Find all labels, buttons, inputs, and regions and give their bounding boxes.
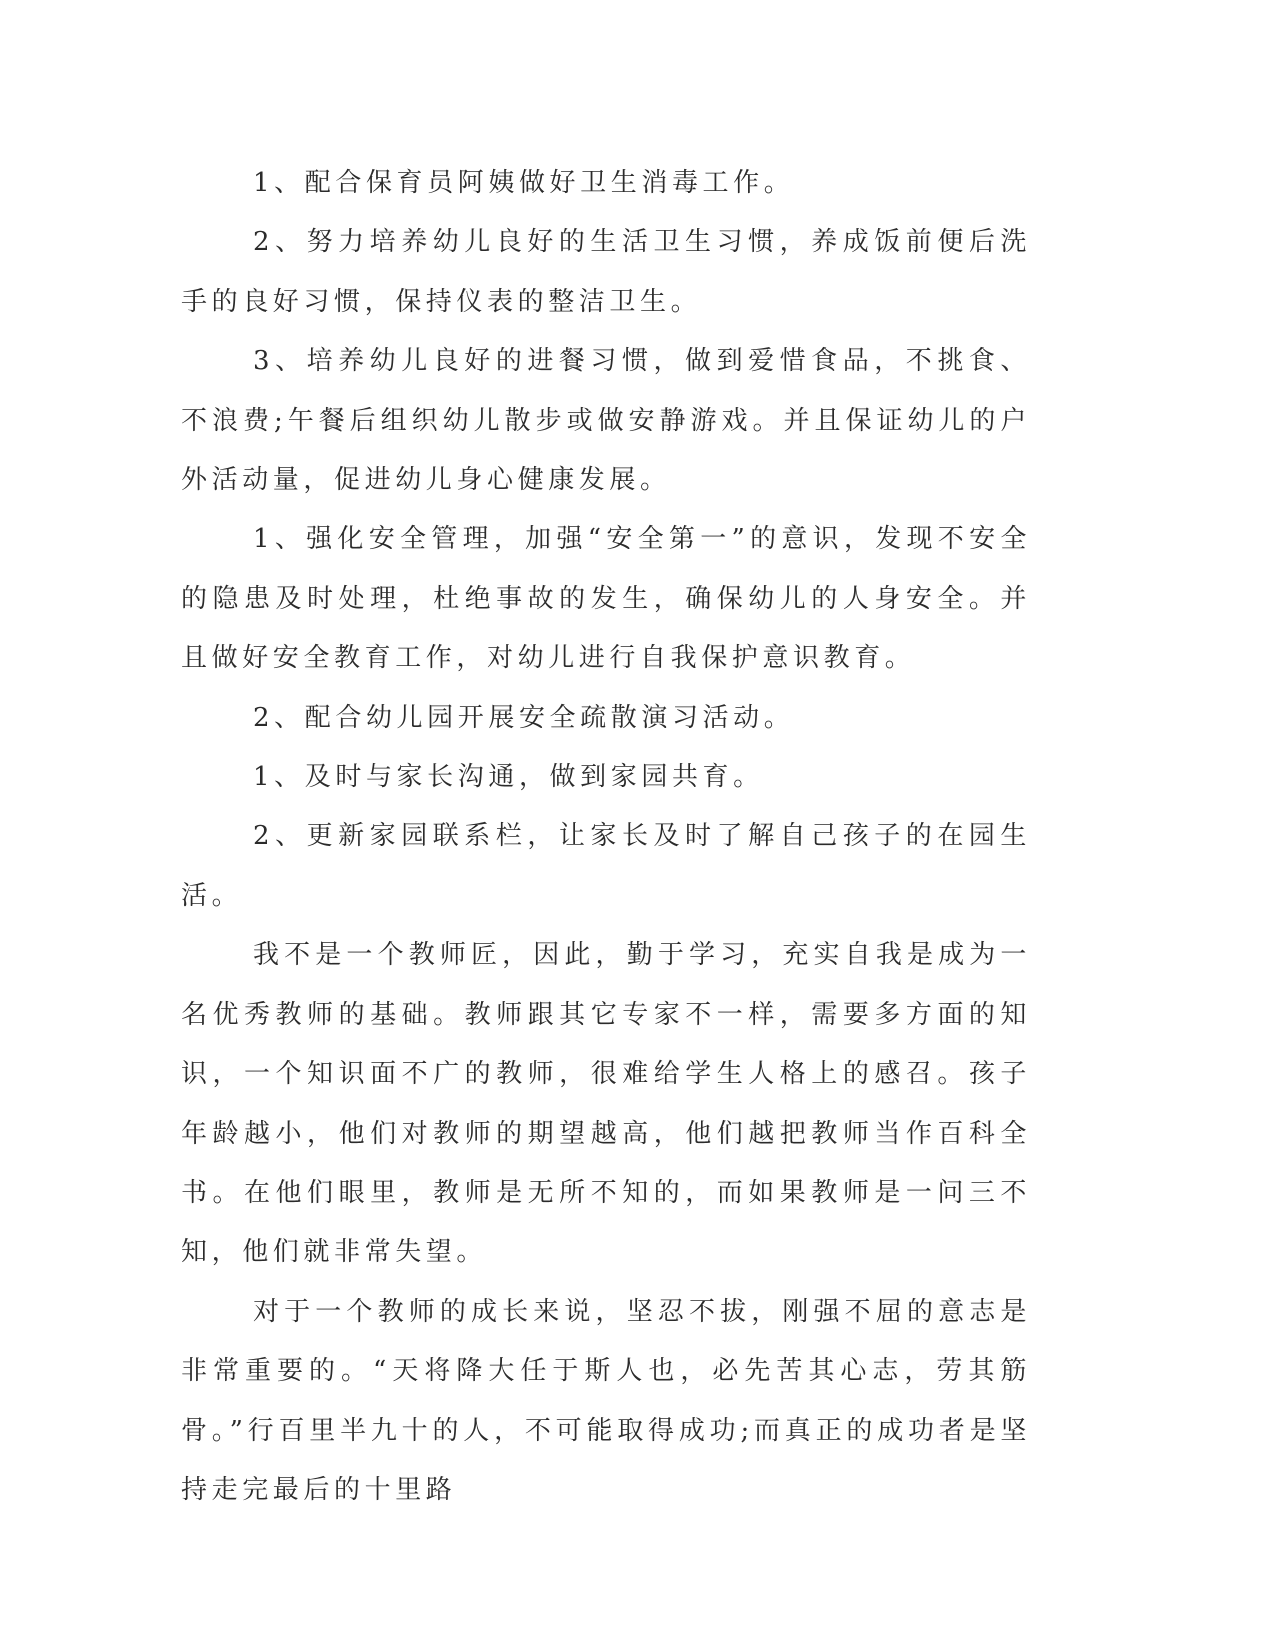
paragraph-hygiene-3: 3、培养幼儿良好的进餐习惯，做到爱惜食品，不挑食、不浪费;午餐后组织幼儿散步或做安静游戏。并且保证幼儿的户外活动量，促进幼儿身心健康发展。 xyxy=(181,346,1031,496)
paragraph-safety-2: 2、配合幼儿园开展安全疏散演习活动。 xyxy=(253,702,795,733)
document-body xyxy=(181,154,1031,1520)
paragraph-hygiene-1: 1、配合保育员阿姨做好卫生消毒工作。 xyxy=(253,168,795,198)
paragraph-parents-1: 1、及时与家长沟通，做到家园共育。 xyxy=(253,762,764,793)
paragraph-learning: 我不是一个教师匠，因此，勤于学习，充实自我是成为一名优秀教师的基础。教师跟其它专家不一样，需要多方面的知识，一个知识面不广的教师，很难给学生人格上的感召。孩子年龄越小，他们对教师的期望越高，他们越把教师当作百科全书。在他们眼里，教师是无所不知的，而如果教师是一问三不知，他们就非常失望。 xyxy=(181,940,1031,1268)
paragraph-parents-2: 2、更新家园联系栏，让家长及时了解自己孩子的在园生活。 xyxy=(181,821,1031,911)
paragraph-perseverance: 对于一个教师的成长来说，坚忍不拔，刚强不屈的意志是非常重要的。“天将降大任于斯人也，必先苦其心志，劳其筋骨。”行百里半九十的人，不可能取得成功;而真正的成功者是坚持走完最后的十里路 xyxy=(181,1296,1031,1505)
paragraph-hygiene-2: 2、努力培养幼儿良好的生活卫生习惯，养成饭前便后洗手的良好习惯，保持仪表的整洁卫生。 xyxy=(181,227,1031,317)
paragraph-safety-1: 1、强化安全管理，加强“安全第一”的意识，发现不安全的隐患及时处理，杜绝事故的发生，确保幼儿的人身安全。并且做好安全教育工作，对幼儿进行自我保护意识教育。 xyxy=(181,524,1031,674)
